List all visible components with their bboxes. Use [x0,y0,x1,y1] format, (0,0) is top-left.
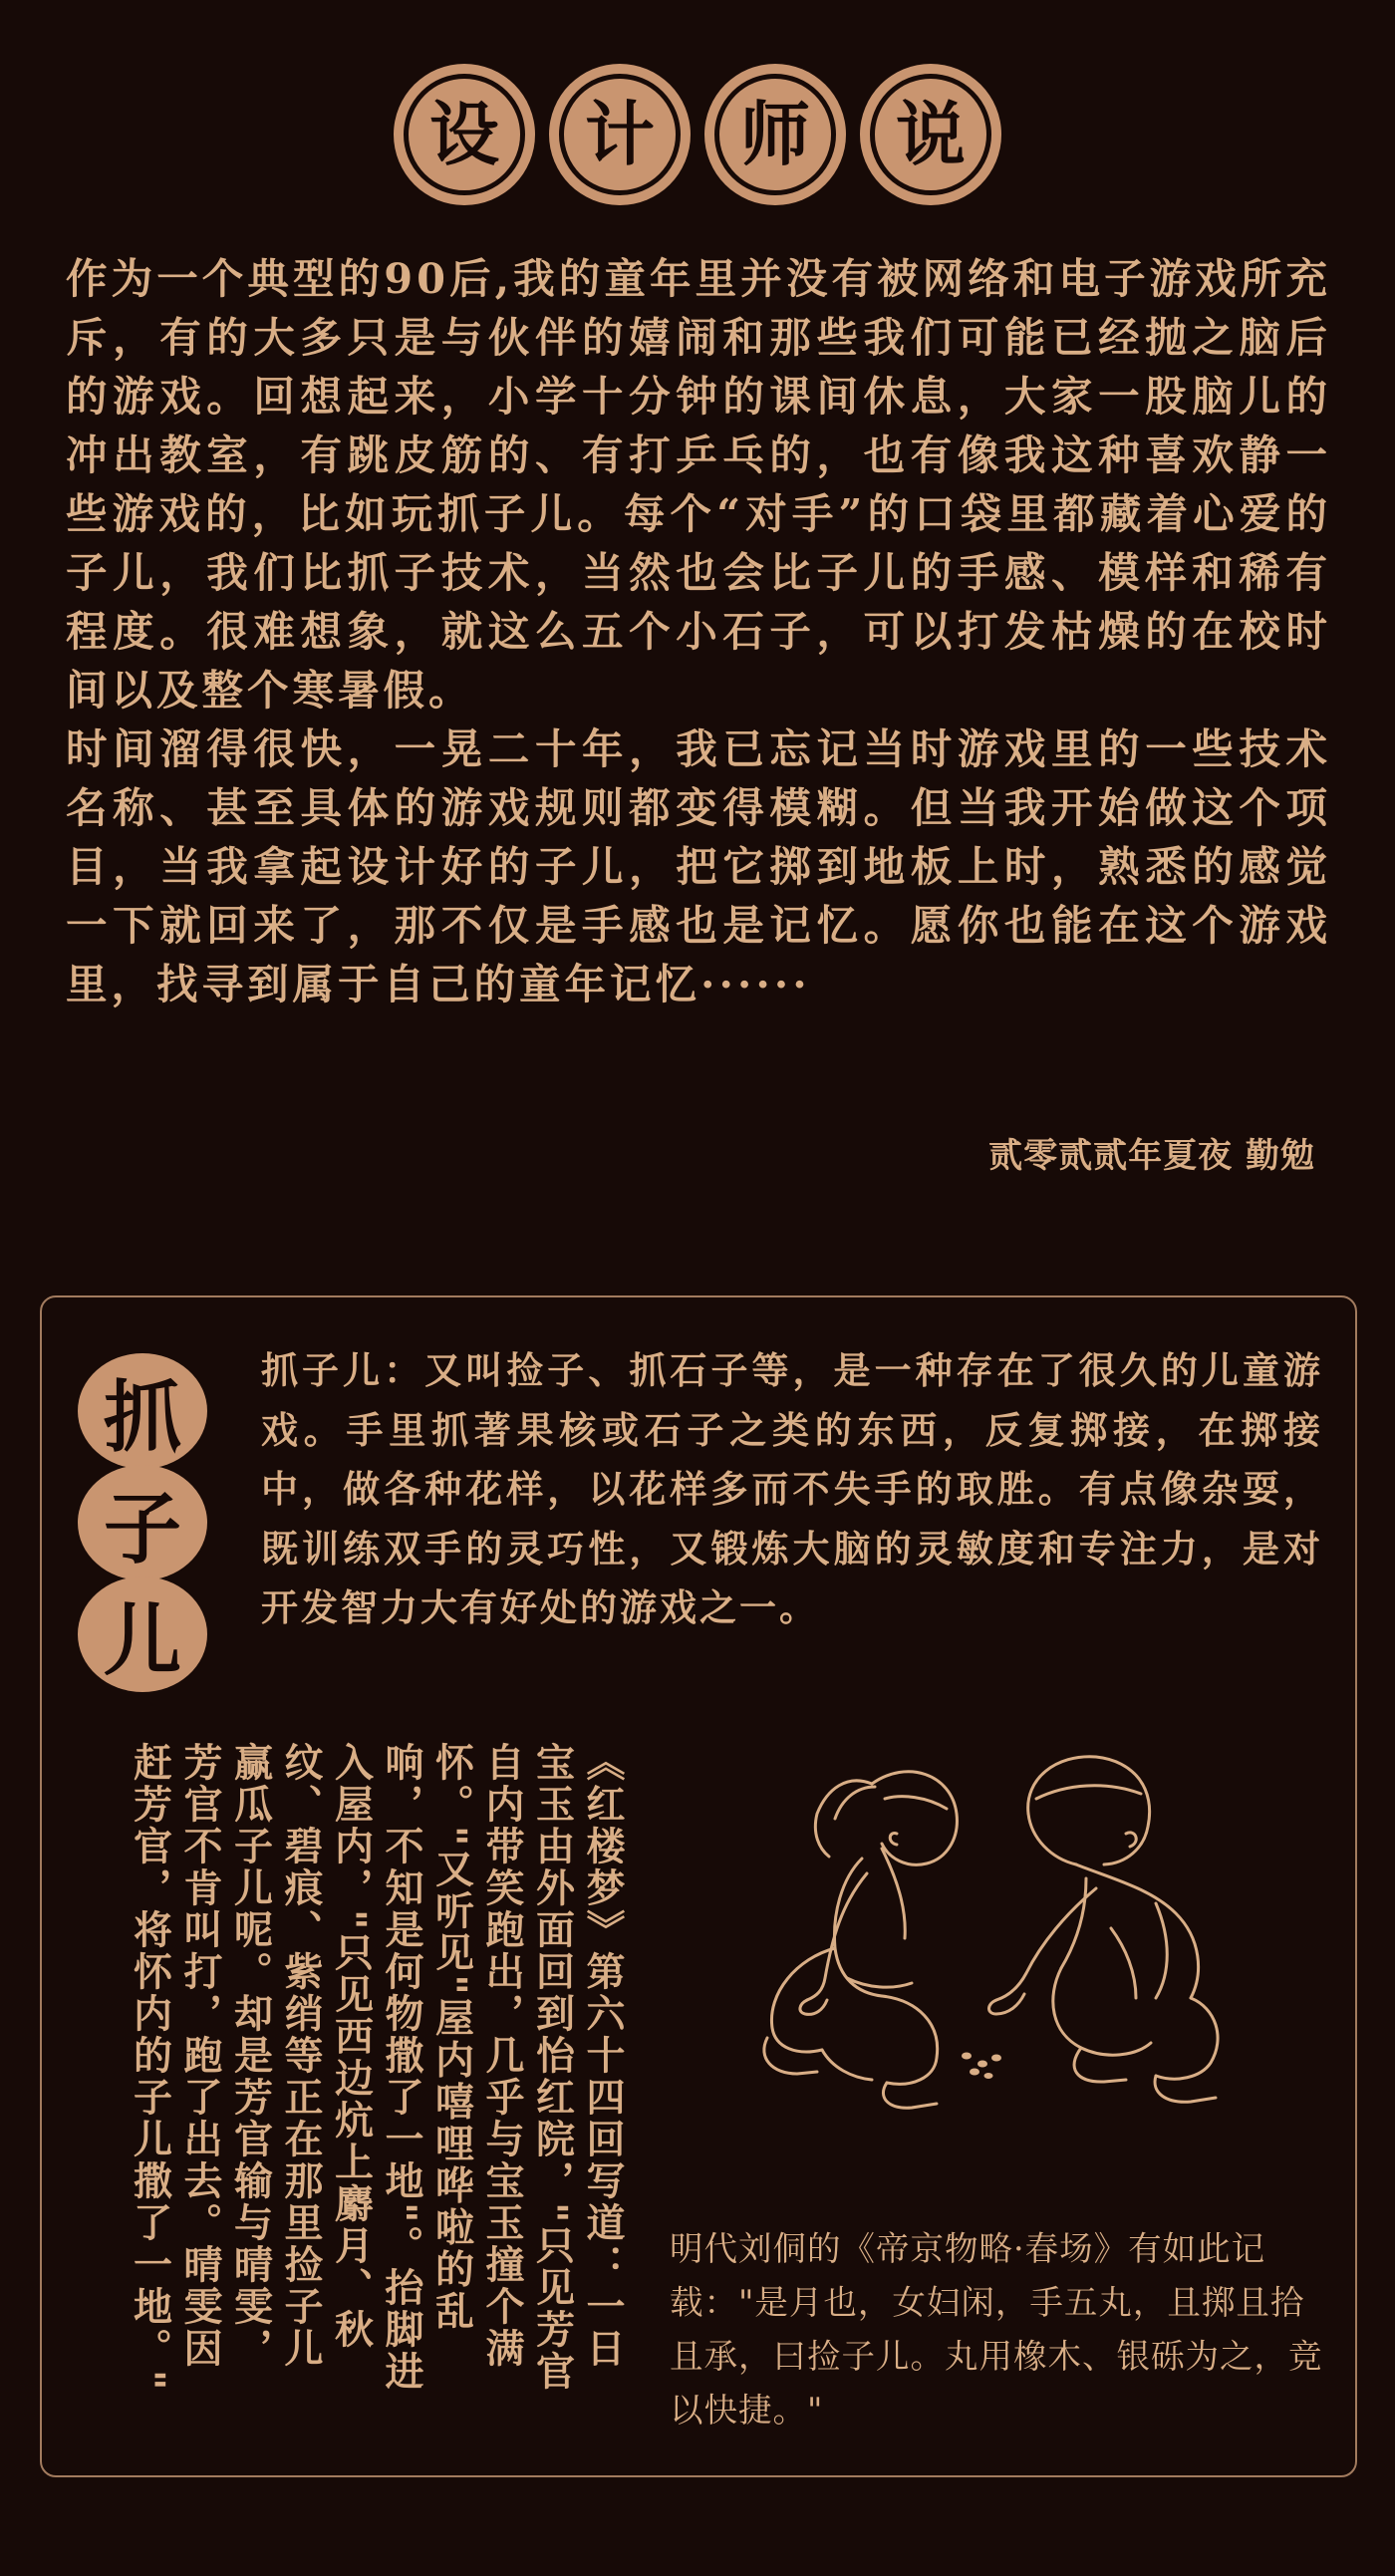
badge-char: 子 [78,1465,207,1580]
title-char: 说 [870,74,991,195]
title-char: 设 [404,74,525,195]
stones [962,2053,1001,2080]
essay-signature: 贰零贰贰年夏夜 勤勉 [988,1136,1315,1176]
title-char-circle [549,64,691,205]
girl-figure [764,1772,958,2108]
title-char: 计 [559,74,681,195]
title-char: 师 [714,74,836,195]
badge-char: 儿 [78,1576,207,1692]
essay-paragraph-2: 时间溜得很快，一晃二十年，我已忘记当时游戏里的一些技术名称、甚至具体的游戏规则都变得模糊。但当我开始做这个项目，当我拿起设计好的子儿，把它掷到地板上时，熟悉的感觉一下就回来了，那不仅是手感也是记忆。愿你也能在这个游戏里，找寻到属于自己的童年记忆······ [66,724,1331,1008]
historical-caption: 明代刘侗的《帝京物略·春场》有如此记载："是月也，女妇闲，手五丸，且掷且拾且承，曰捡子儿。丸用橡木、银砾为之，竞以快捷。" [670,2229,1323,2430]
title-char-circle [394,64,535,205]
game-definition: 抓子儿：又叫捡子、抓石子等，是一种存在了很久的儿童游戏。手里抓著果核或石子之类的东西，反复掷接，在掷接中，做各种花样，以花样多而不失手的取胜。有点像杂耍，既训练双手的灵巧性，又锻炼大脑的灵敏度和专注力，是对开发智力大有好处的游戏之一。 [261,1348,1323,1629]
designer-essay [66,249,1331,1013]
title-char-circle [860,64,1001,205]
badge-char: 抓 [78,1353,207,1469]
essay-paragraph-1: 作为一个典型的90后,我的童年里并没有被网络和电子游戏所充斥，有的大多只是与伙伴的嬉闹和那些我们可能已经抛之脑后的游戏。回想起来，小学十分钟的课间休息，大家一股脑儿的冲出教室，有跳皮筋的、有打乒乓的，也有像我这种喜欢静一些游戏的，比如玩抓子儿。每个“对手”的口袋里都藏着心爱的子儿，我们比抓子技术，当然也会比子儿的手感、模样和稀有程度。很难想象，就这么五个小石子，可以打发枯燥的在校时间以及整个寒暑假。 [66,254,1331,715]
title-char-circle [704,64,846,205]
children-playing-illustration [658,1739,1335,2157]
page-title [0,64,1395,205]
boy-figure [989,1757,1219,2102]
hongloumeng-quote: 《红楼梦》第六十四回写道：一日宝玉由外面回到怡红院，"只见芳官自内带笑跑出，几乎与宝玉撞个满怀。"又听见"屋内嘻哩哗啦的乱响，不知是何物撒了一地"。抬脚进入屋内，"只见西边炕上麝月、秋纹、碧痕、紫绡等正在那里捡子儿赢瓜子儿呢。却是芳官输与晴雯，芳官不肯叫打，跑了出去。晴雯因赶芳官，将怀内的子儿撒了一地。" [127,1742,626,2394]
game-name-badge [78,1353,207,1688]
